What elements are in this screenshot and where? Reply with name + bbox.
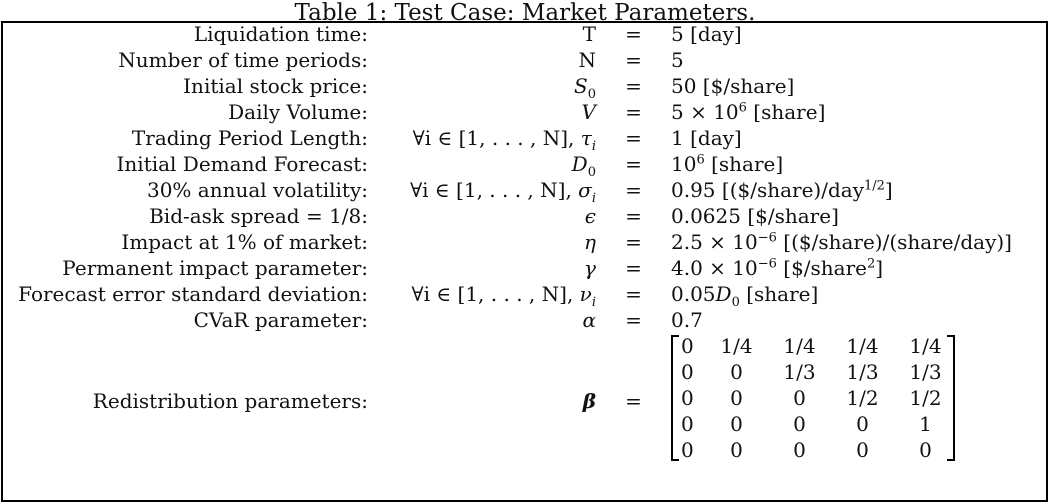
matrix-cell-container	[671, 333, 1012, 469]
parameter-value	[671, 21, 1012, 47]
parameter-value	[671, 47, 1012, 73]
parameter-symbol	[368, 229, 596, 255]
value-part: 1/2	[864, 178, 885, 194]
quantifier: ∀i ∈ [1, . . . , N],	[410, 178, 579, 202]
table-row	[0, 125, 1012, 151]
parameter-label: Redistribution parameters:	[92, 389, 368, 413]
table-row	[0, 229, 1012, 255]
symbol: ϵ	[584, 204, 596, 228]
matrix-cell: 0	[681, 412, 694, 436]
equals-sign: =	[625, 308, 642, 332]
value-part: [share]	[704, 152, 784, 176]
value-part: 1 [day]	[671, 126, 742, 150]
value-part: 50 [$/share]	[671, 74, 795, 98]
value-part: 4.0 × 10	[671, 256, 758, 280]
matrix-cell: 0	[730, 412, 743, 436]
parameter-label: Impact at 1% of market:	[121, 230, 368, 254]
matrix-cell: 0	[730, 360, 743, 384]
symbol-subscript: i	[591, 139, 596, 154]
value-part: 2.5 × 10	[671, 230, 758, 254]
matrix-cell: 0	[856, 412, 869, 436]
equals-sign: =	[625, 389, 642, 413]
parameter-value	[671, 255, 1012, 281]
parameter-value	[671, 177, 1012, 203]
value-part: 5	[671, 48, 684, 72]
table-row	[0, 151, 1012, 177]
symbol-subscript: 0	[587, 165, 596, 180]
value-part: 2	[867, 256, 876, 272]
matrix-cell: 1/2	[846, 386, 879, 410]
matrix-cell: 1	[919, 412, 932, 436]
parameter-symbol	[368, 47, 596, 73]
parameter-symbol	[368, 177, 596, 206]
value-part: [($/share)/(share/day)]	[776, 230, 1012, 254]
quantifier: ∀i ∈ [1, . . . , N],	[411, 282, 580, 306]
value-part: 0.0625 [$/share]	[671, 204, 839, 228]
parameter-symbol	[368, 99, 596, 125]
equals-sign: =	[625, 74, 642, 98]
matrix-row	[669, 333, 957, 359]
symbol-subscript: i	[591, 295, 596, 310]
table-row	[0, 255, 1012, 281]
table-caption: Table 1: Test Case: Market Parameters.	[294, 0, 756, 26]
value-part: D	[715, 282, 732, 306]
matrix-cell: 1/3	[846, 360, 879, 384]
parameter-label: Permanent impact parameter:	[62, 256, 368, 280]
symbol: V	[581, 100, 596, 124]
value-part: 10	[671, 152, 697, 176]
parameter-symbol	[368, 151, 596, 180]
equals-sign: =	[625, 230, 642, 254]
matrix-row	[669, 385, 957, 411]
value-part: 0.95 [($/share)/day	[671, 178, 864, 202]
table-row	[0, 203, 1012, 229]
parameter-value	[671, 307, 1012, 333]
equals-sign: =	[625, 48, 642, 72]
matrix-cell: 0	[730, 386, 743, 410]
table-row	[0, 73, 1012, 99]
left-bracket	[671, 335, 679, 461]
equals-sign: =	[625, 204, 642, 228]
value-part: −6	[757, 256, 777, 272]
matrix-cell: 1/4	[783, 334, 816, 358]
value-part: 0.7	[671, 308, 703, 332]
parameter-label: 30% annual volatility:	[146, 178, 368, 202]
matrix-cell: 0	[793, 386, 806, 410]
parameter-symbol	[368, 255, 596, 281]
parameter-symbol	[368, 333, 596, 469]
value-part: ]	[875, 256, 884, 280]
matrix-cell: 1/4	[909, 334, 942, 358]
symbol: T	[582, 22, 596, 46]
parameter-value	[671, 203, 1012, 229]
equals-sign: =	[625, 100, 642, 124]
symbol: S	[574, 74, 588, 98]
value-part: 0	[731, 295, 740, 310]
parameters-table	[0, 21, 1012, 469]
equals-sign: =	[625, 282, 642, 306]
parameter-label: Forecast error standard deviation:	[18, 282, 368, 306]
equals-sign: =	[625, 178, 642, 202]
value-part: [$/share	[776, 256, 867, 280]
value-part: 6	[696, 152, 705, 168]
parameter-value	[671, 151, 1012, 177]
matrix-cell: 0	[793, 412, 806, 436]
equals-sign: =	[625, 256, 642, 280]
matrix-cell: 0	[681, 334, 694, 358]
symbol: α	[582, 308, 596, 332]
parameter-value	[671, 73, 1012, 99]
matrix-cell: 0	[793, 438, 806, 462]
value-part: 6	[738, 100, 747, 116]
matrix-cell: 0	[681, 386, 694, 410]
symbol: D	[571, 152, 588, 176]
matrix-cell: 1/4	[846, 334, 879, 358]
matrix-cell: 1/2	[909, 386, 942, 410]
symbol: γ	[584, 256, 596, 280]
table-row	[0, 99, 1012, 125]
matrix-row	[669, 437, 957, 463]
table-row	[0, 47, 1012, 73]
parameter-value	[671, 99, 1012, 125]
parameter-symbol	[368, 125, 596, 154]
symbol: σ	[578, 178, 592, 202]
symbol: τ	[580, 126, 592, 150]
table-row	[0, 281, 1012, 307]
parameter-label: Liquidation time:	[193, 22, 368, 46]
matrix-cell: 0	[730, 438, 743, 462]
matrix-cell: 1/4	[720, 334, 753, 358]
parameter-label: Bid-ask spread = 1/8:	[149, 204, 368, 228]
matrix-cell: 1/3	[909, 360, 942, 384]
parameter-symbol	[368, 307, 596, 333]
equals-sign: =	[625, 152, 642, 176]
beta-matrix	[669, 333, 957, 463]
symbol-subscript: 0	[587, 87, 596, 102]
parameter-label: Trading Period Length:	[131, 126, 368, 150]
value-part: 5 [day]	[671, 22, 742, 46]
value-part: 0.05	[671, 282, 716, 306]
parameter-label: Initial Demand Forecast:	[116, 152, 368, 176]
quantifier: ∀i ∈ [1, . . . , N],	[412, 126, 581, 150]
value-part: ]	[884, 178, 893, 202]
right-bracket	[947, 335, 955, 461]
parameter-symbol	[368, 21, 596, 47]
symbol-subscript: i	[591, 191, 596, 206]
value-part: 5 × 10	[671, 100, 739, 124]
parameter-label: Initial stock price:	[183, 74, 368, 98]
matrix-cell: 1/3	[783, 360, 816, 384]
parameter-label: Daily Volume:	[228, 100, 368, 124]
symbol: β	[582, 389, 596, 413]
value-part: [share]	[739, 282, 819, 306]
table-row	[0, 21, 1012, 47]
matrix-row	[669, 411, 957, 437]
parameter-value	[671, 281, 1012, 310]
matrix-cell: 0	[919, 438, 932, 462]
equals-sign: =	[625, 22, 642, 46]
redistribution-row	[0, 333, 1012, 469]
symbol: η	[584, 230, 596, 254]
parameter-label: Number of time periods:	[118, 48, 368, 72]
value-part: −6	[757, 230, 777, 246]
parameter-label: CVaR parameter:	[193, 308, 368, 332]
parameter-symbol	[368, 281, 596, 310]
matrix-row	[669, 359, 957, 385]
matrix-cell: 0	[856, 438, 869, 462]
table-row	[0, 307, 1012, 333]
parameter-value	[671, 125, 1012, 151]
table-row	[0, 177, 1012, 203]
symbol: ν	[579, 282, 592, 306]
parameter-value	[671, 229, 1012, 255]
equals-sign: =	[625, 126, 642, 150]
value-part: [share]	[746, 100, 826, 124]
matrix-cell: 0	[681, 438, 694, 462]
matrix-cell: 0	[681, 360, 694, 384]
parameter-symbol	[368, 73, 596, 102]
parameter-symbol	[368, 203, 596, 229]
symbol: N	[578, 48, 596, 72]
